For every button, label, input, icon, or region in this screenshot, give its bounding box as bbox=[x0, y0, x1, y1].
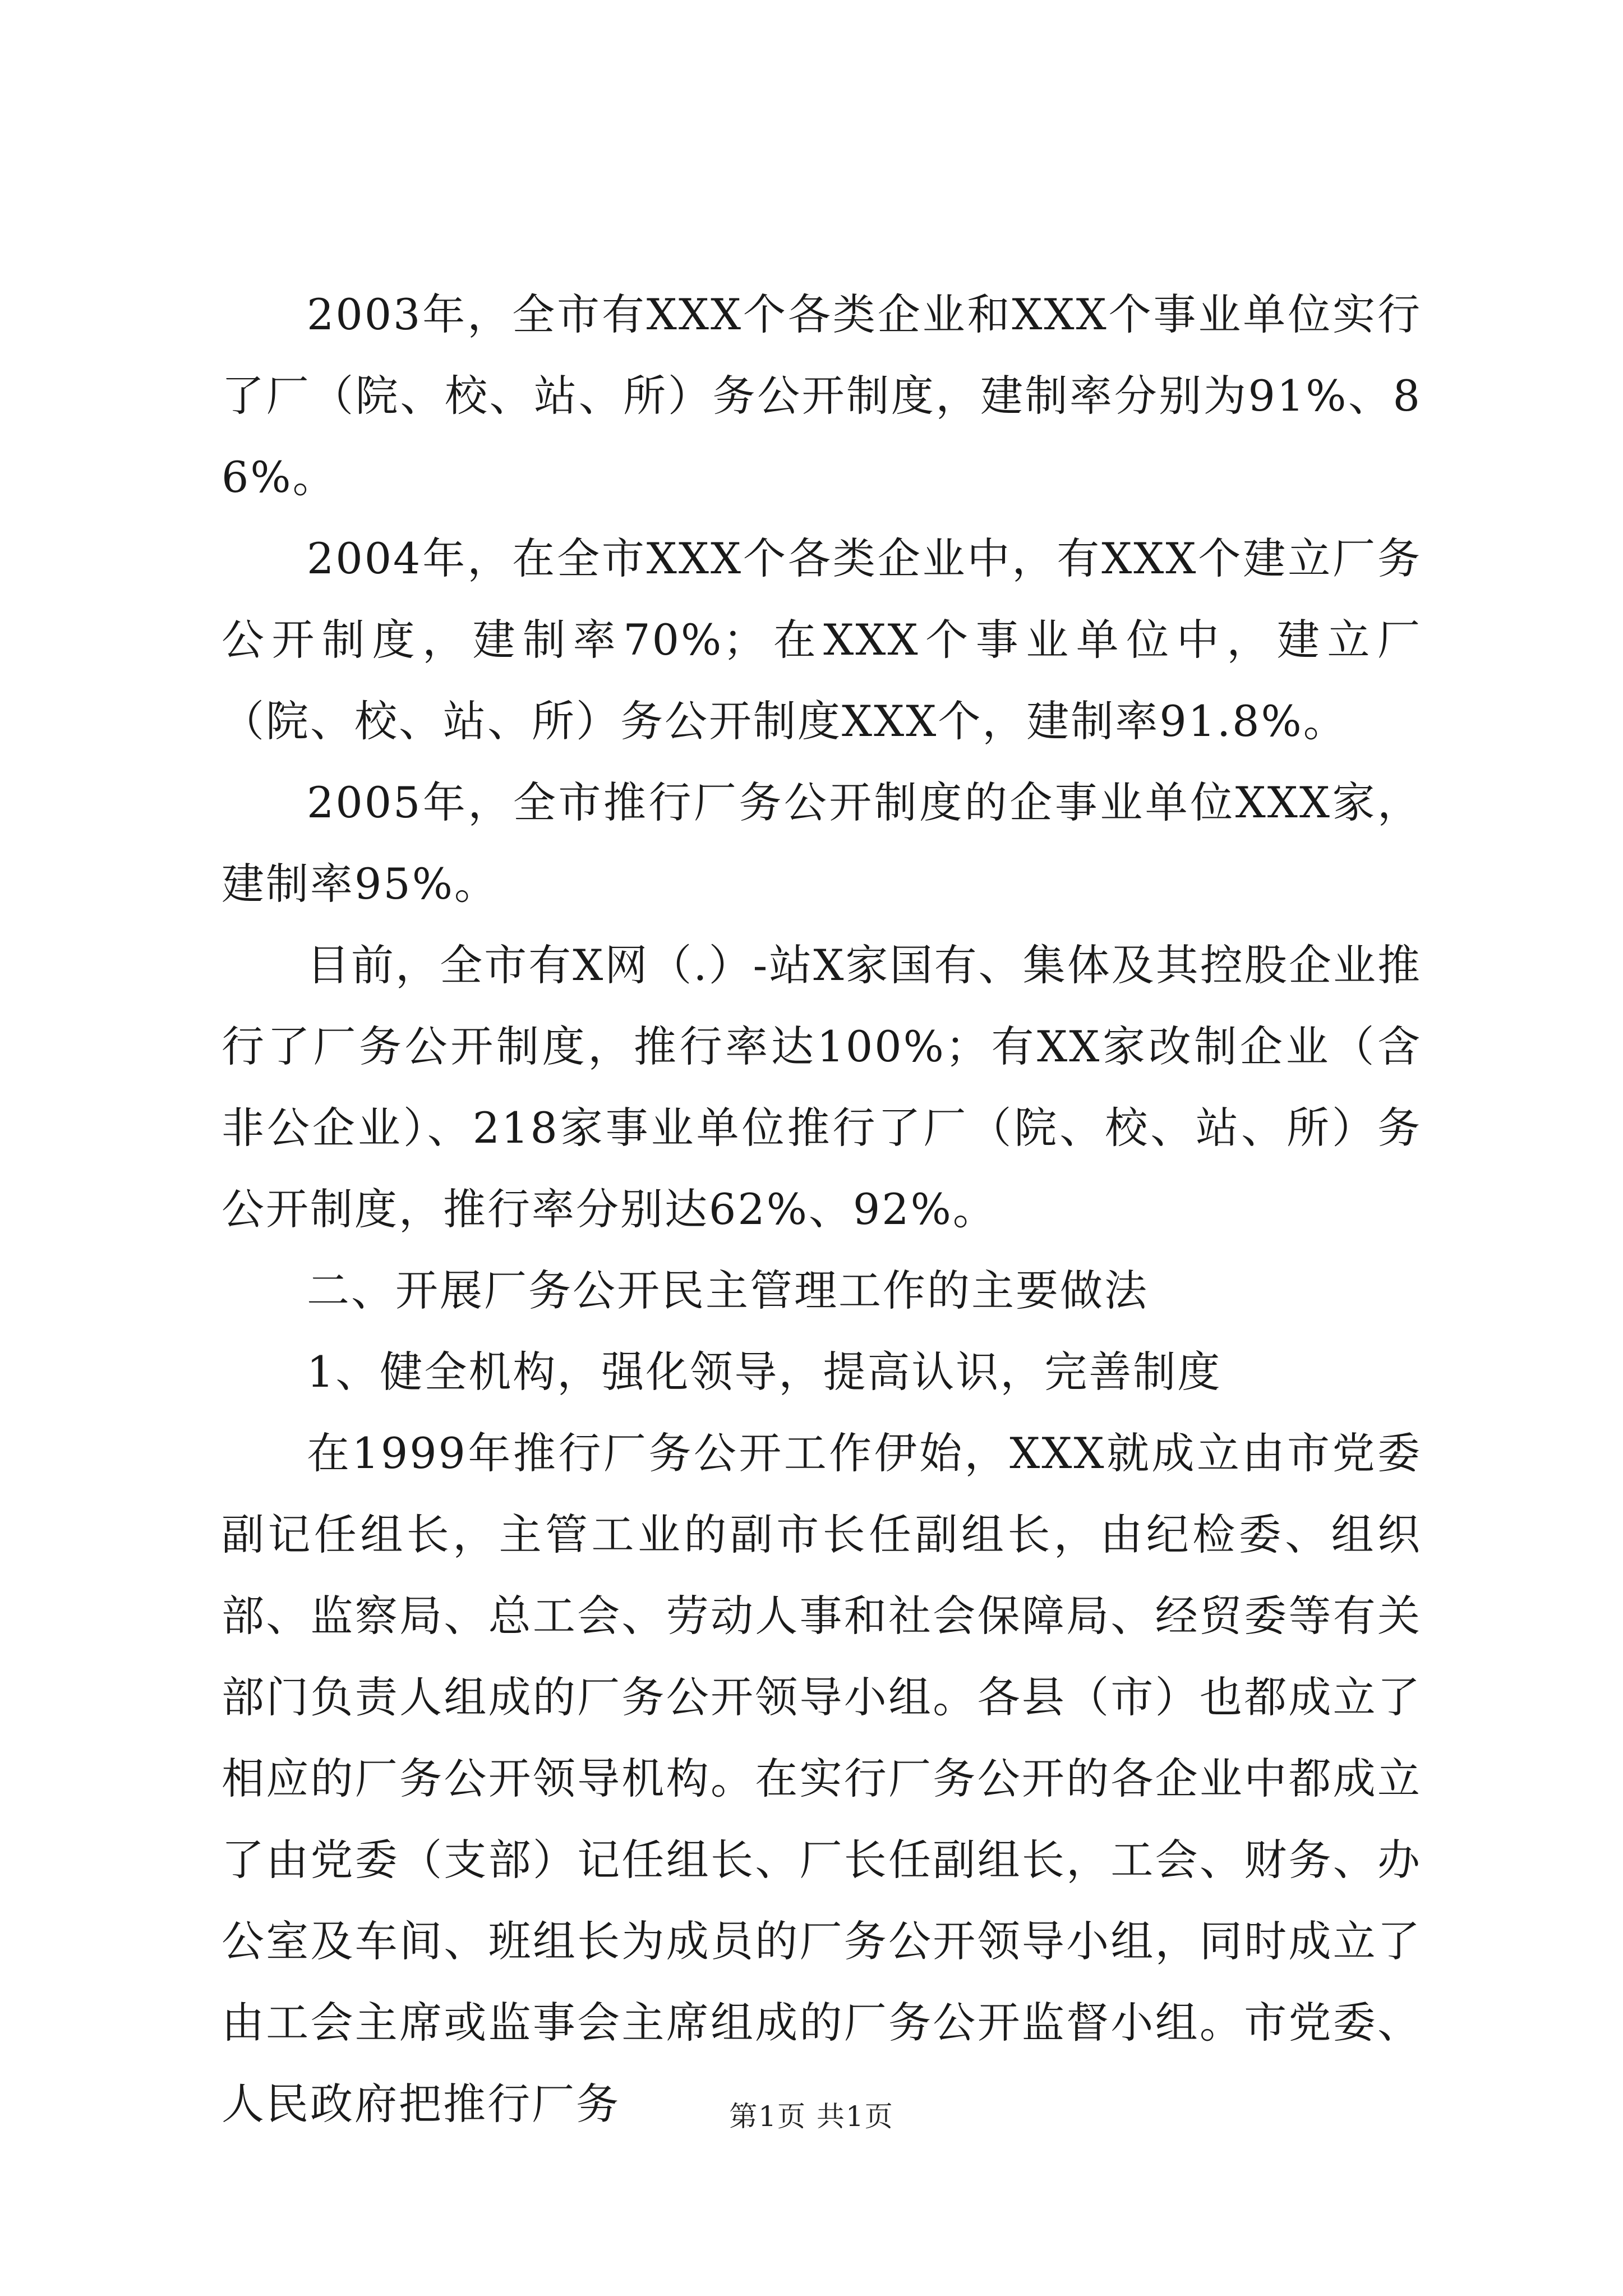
paragraph-2005-stats: 2005年，全市推行厂务公开制度的企事业单位XXX家，建制率95%。 bbox=[222, 777, 1422, 909]
paragraph-current-stats: 目前，全市有X网（.）-站X家国有、集体及其控股企业推行了厂务公开制度，推行率达100%；有XX家改制企业（含非公企业）、218家事业单位推行了厂（院、校、站、所）务公开制度，推行率分别达62%、92%。 bbox=[222, 940, 1422, 1234]
paragraph-2004-stats: 2004年，在全市XXX个各类企业中，有XXX个建立厂务公开制度，建制率70%；在XXX个事业单位中，建立厂（院、校、站、所）务公开制度XXX个，建制率91.8%。 bbox=[222, 533, 1422, 746]
section-heading-main-practices: 二、开展厂务公开民主管理工作的主要做法 bbox=[307, 1266, 1149, 1315]
page-footer: 第1页 共1页 bbox=[729, 2100, 894, 2133]
subsection-heading-organization: 1、健全机构，强化领导，提高认识，完善制度 bbox=[307, 1347, 1222, 1397]
paragraph-organization-details: 在1999年推行厂务公开工作伊始，XXX就成立由市党委副记任组长，主管工业的副市长任副组长，由纪检委、组织部、监察局、总工会、劳动人事和社会保障局、经贸委等有关部门负责人组成的厂务公开领导小组。各县（市）也都成立了相应的厂务公开领导机构。在实行厂务公开的各企业中都成立了由党委（支部）记任组长、厂长任副组长，工会、财务、办公室及车间、班组长为成员的厂务公开领导小组，同时成立了由工会主席或监事会主席组成的厂务公开监督小组。市党委、人民政府把推行厂务 bbox=[222, 1428, 1422, 2129]
document-body bbox=[222, 274, 1422, 2145]
paragraph-2003-stats: 2003年，全市有XXX个各类企业和XXX个事业单位实行了厂（院、校、站、所）务公开制度，建制率分别为91%、86%。 bbox=[222, 289, 1422, 502]
